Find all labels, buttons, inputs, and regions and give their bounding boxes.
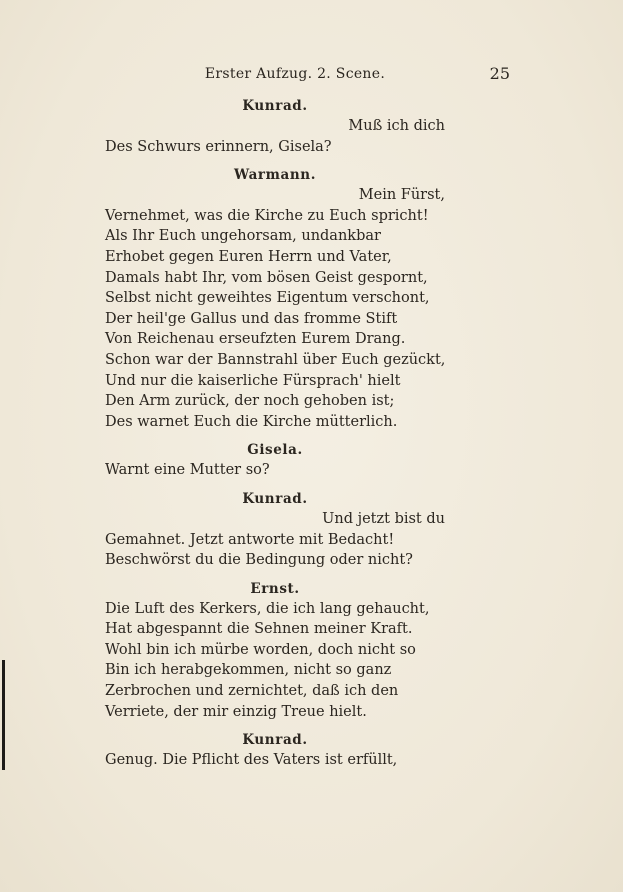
speaker-name: Ernst.	[250, 580, 300, 597]
speaker-name: Kunrad.	[242, 98, 308, 114]
block-gap	[105, 722, 445, 730]
verse-line: Schon war der Bannstrahl über Euch gezückt,	[105, 351, 446, 368]
verse-line: Vernehmet, was die Kirche zu Euch spricht!	[105, 207, 429, 224]
verse-line: Die Luft des Kerkers, die ich lang gehaucht,	[105, 600, 430, 617]
block-gap	[105, 481, 445, 489]
play-text	[105, 96, 445, 771]
speaker-name: Kunrad.	[242, 490, 308, 507]
verse-line: Wohl bin ich mürbe worden, doch nicht so	[105, 641, 416, 658]
verse-line: Des warnet Euch die Kirche mütterlich.	[105, 413, 398, 430]
verse-line: Gemahnet. Jetzt antworte mit Bedacht!	[105, 531, 395, 548]
running-head: Erster Aufzug. 2. Scene.	[204, 66, 386, 82]
verse-line: Den Arm zurück, der noch gehoben ist;	[105, 393, 395, 410]
verse-line: Mein Fürst,	[358, 187, 445, 204]
verse-line: Hat abgespannt die Sehnen meiner Kraft.	[105, 621, 413, 638]
verse-line: Von Reichenau erseufzten Eurem Drang.	[105, 331, 406, 348]
verse-line: Damals habt Ihr, vom bösen Geist gespornt,	[105, 269, 428, 286]
verse-line: Erhobet gegen Euren Herrn und Vater,	[105, 248, 392, 265]
speaker-name: Gisela.	[247, 442, 303, 459]
speaker-name: Kunrad.	[242, 732, 308, 749]
binding-edge-mark	[2, 660, 5, 770]
verse-line: Zerbrochen und zernichtet, daß ich den	[105, 683, 399, 700]
verse-line: Selbst nicht geweihtes Eigentum verschont,	[105, 290, 430, 307]
block-gap	[105, 157, 445, 165]
verse-line: Genug. Die Pflicht des Vaters ist erfüllt,	[105, 752, 398, 769]
verse-line: Und jetzt bist du	[322, 510, 445, 527]
verse-line: Des Schwurs erinnern, Gisela?	[105, 138, 332, 155]
verse-line: Warnt eine Mutter so?	[105, 462, 270, 479]
verse-line: Und nur die kaiserliche Fürsprach' hielt	[105, 372, 401, 389]
verse-line: Muß ich dich	[348, 118, 445, 134]
verse-line: Bin ich herabgekommen, nicht so ganz	[105, 662, 392, 679]
block-gap	[105, 571, 445, 579]
verse-line: Als Ihr Euch ungehorsam, undankbar	[105, 228, 381, 245]
verse-line: Verriete, der mir einzig Treue hielt.	[105, 703, 367, 720]
speaker-name: Warmann.	[233, 167, 316, 184]
page-number: 25	[489, 64, 510, 83]
block-gap	[105, 432, 445, 440]
verse-line: Der heil'ge Gallus und das fromme Stift	[105, 310, 398, 327]
verse-line: Beschwörst du die Bedingung oder nicht?	[105, 552, 413, 569]
page-header	[0, 66, 623, 88]
